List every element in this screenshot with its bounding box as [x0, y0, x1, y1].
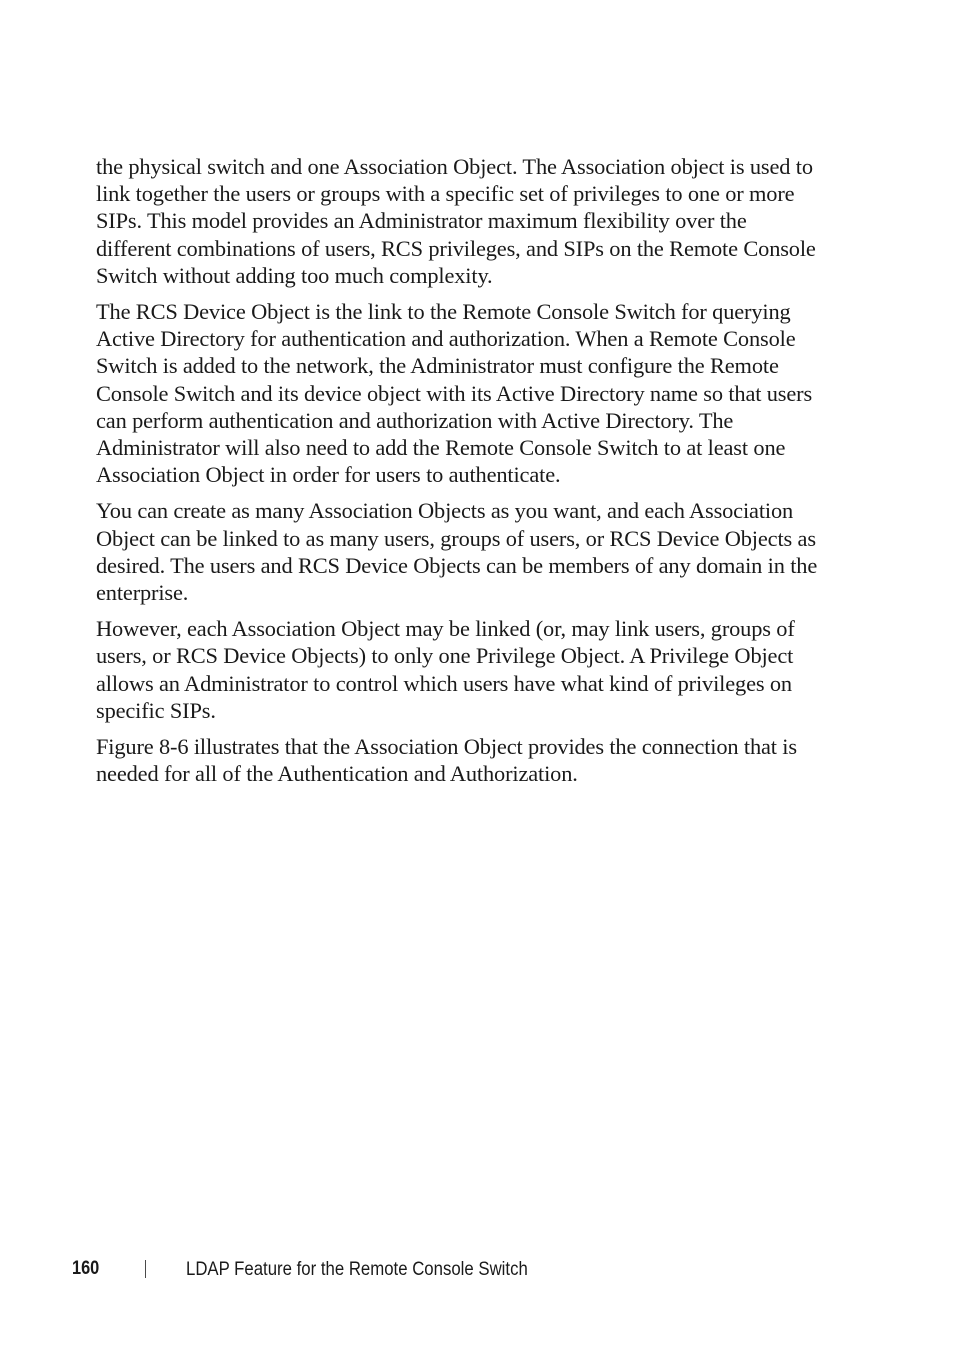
page-number: 160	[72, 1258, 100, 1279]
paragraph-5: Figure 8-6 illustrates that the Association Object provides the connection that is needed for all of the Authentication and Authorization.	[96, 734, 797, 787]
paragraph-1: the physical switch and one Association Object. The Association object is used to link together the users or groups with a specific set of privileges to one or more SIPs. This model provides an Administrator maximum flexibility over the different combinations of users, RCS privileges, and SIPs on the Remote Console Switch without adding too much complexity.	[96, 154, 816, 288]
footer-separator	[145, 1260, 146, 1278]
running-title: LDAP Feature for the Remote Console Switch	[186, 1258, 528, 1280]
paragraph-4: However, each Association Object may be linked (or, may link users, groups of users, or RCS Device Objects) to only one Privilege Object. A Privilege Object allows an Administrator to control which users have what kind of privileges on specific SIPs.	[96, 616, 795, 723]
paragraph-3: You can create as many Association Objects as you want, and each Association Object can be linked to as many users, groups of users, or RCS Device Objects as desired. The users and RCS Device Objects can be members of any domain in the enterprise.	[96, 498, 818, 606]
paragraph-2: The RCS Device Object is the link to the Remote Console Switch for querying Active Directory for authentication and authorization. When a Remote Console Switch is added to the network, the Administrator must configure the Remote Console Switch and its device object with its Active Directory name so that users can perform authentication and authorization with Active Directory. The Administrator will also need to add the Remote Console Switch to at least one Association Object in order for users to authenticate.	[96, 299, 813, 488]
body-text	[96, 153, 824, 796]
